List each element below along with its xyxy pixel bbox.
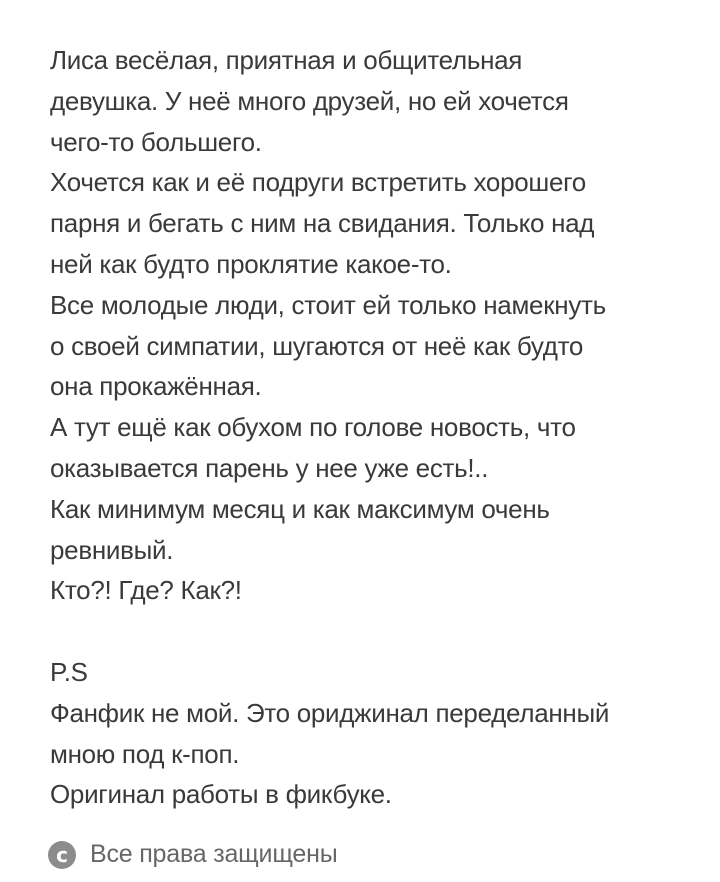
story-line: Оригинал работы в фикбуке. <box>50 779 392 810</box>
story-line: о своей симпатии, шугаются от неё как будто <box>50 330 584 361</box>
copyright-icon: c <box>48 841 76 869</box>
story-line: девушка. У неё много друзей, но ей хочется <box>50 85 569 116</box>
story-line: мною под к-поп. <box>50 738 240 769</box>
ps-heading: P.S <box>50 656 88 687</box>
story-line: А тут ещё как обухом по голове новость, что <box>50 412 576 443</box>
story-line: парня и бегать с ним на свидания. Только над <box>50 208 595 239</box>
story-line: Лиса весёлая, приятная и общительная <box>50 45 523 75</box>
story-text <box>50 40 690 815</box>
story-line: ней как будто проклятие какое-то. <box>50 248 452 279</box>
paragraph-spacer <box>50 611 690 652</box>
story-line: Как минимум месяц и как максимум очень <box>50 493 550 524</box>
story-line: Хочется как и её подруги встретить хорошего <box>50 167 586 198</box>
story-line: оказывается парень у нее уже есть!.. <box>50 452 489 483</box>
story-line: Кто?! Где? Как?! <box>50 575 242 606</box>
story-line: Все молодые люди, стоит ей только намекнуть <box>50 289 606 320</box>
story-line: Фанфик не мой. Это ориджинал переделанный <box>50 697 610 728</box>
story-line: чего-то большего. <box>50 126 262 157</box>
copyright-text: Все права защищены <box>90 840 338 868</box>
story-line: ревнивый. <box>50 534 174 565</box>
copyright-notice <box>48 840 338 869</box>
story-line: она прокажённая. <box>50 371 262 402</box>
